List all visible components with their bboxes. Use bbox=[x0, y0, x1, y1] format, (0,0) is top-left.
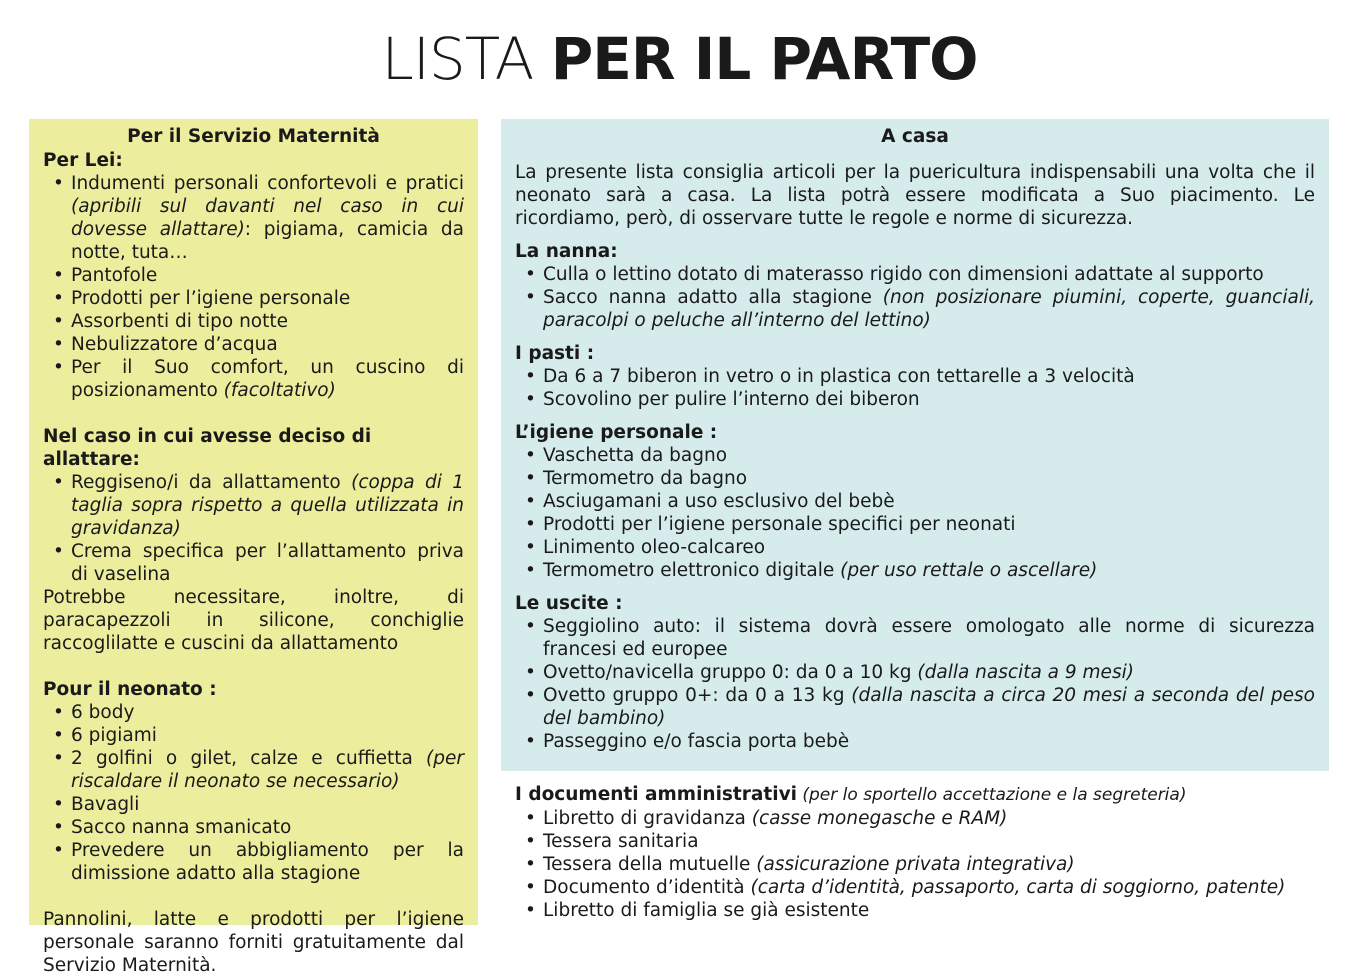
item-text: Bavagli bbox=[71, 794, 140, 815]
list-item bbox=[515, 853, 1315, 876]
list-item bbox=[515, 536, 1315, 559]
item-text: Sacco nanna smanicato bbox=[71, 817, 292, 838]
item-text: Pantofole bbox=[71, 265, 158, 286]
sleep-title: La nanna: bbox=[515, 241, 618, 262]
item-note: (carta d’identità, passaporto, carta di soggiorno, patente) bbox=[750, 877, 1286, 898]
item-text: Prodotti per l’igiene personale specifici per neonati bbox=[543, 514, 1016, 535]
item-text: Termometro elettronico digitale bbox=[543, 560, 841, 581]
list-item bbox=[43, 747, 464, 793]
list-item bbox=[43, 701, 464, 724]
item-text: 2 golfini o gilet, calze e cuffietta bbox=[71, 748, 427, 769]
maternity-heading: Per il Servizio Maternità bbox=[127, 126, 380, 147]
item-text: Indumenti personali confortevoli e pratici bbox=[71, 173, 464, 194]
list-item bbox=[43, 264, 464, 287]
breastfeeding-extra: Potrebbe necessitare, inoltre, di paracapezzoli in silicone, conchiglie raccoglilatte e cuscini da allattamento bbox=[43, 587, 464, 654]
item-text: Prevedere un abbigliamento per la dimissione adatto alla stagione bbox=[71, 840, 464, 884]
item-text: Ovetto/navicella gruppo 0: da 0 a 10 kg bbox=[543, 662, 918, 683]
item-text: Libretto di famiglia se già esistente bbox=[543, 900, 870, 921]
home-panel bbox=[501, 119, 1329, 771]
meals-title: I pasti : bbox=[515, 343, 595, 364]
item-note: (assicurazione privata integrativa) bbox=[756, 854, 1075, 875]
item-note: (coppa di 1 taglia sopra rispetto a quella utilizzata in gravidanza) bbox=[71, 472, 464, 539]
list-item bbox=[515, 807, 1315, 830]
list-item bbox=[43, 724, 464, 747]
list-item bbox=[43, 356, 464, 402]
list-item bbox=[515, 467, 1315, 490]
item-note: (apribili sul davanti nel caso in cui dovesse allattare) bbox=[71, 196, 464, 240]
list-item bbox=[43, 816, 464, 839]
list-item bbox=[515, 365, 1315, 388]
item-note: (non posizionare piumini, coperte, guanciali, paracolpi o peluche all’interno del lettino) bbox=[543, 287, 1315, 331]
item-text: Nebulizzatore d’acqua bbox=[71, 334, 278, 355]
list-item bbox=[515, 876, 1315, 899]
newborn-title: Pour il neonato : bbox=[43, 679, 217, 700]
item-text: Scovolino per pulire l’interno dei biberon bbox=[543, 389, 920, 410]
outings-title: Le uscite : bbox=[515, 593, 623, 614]
item-note: (casse monegasche e RAM) bbox=[751, 808, 1008, 829]
list-item bbox=[515, 684, 1315, 730]
outings-list bbox=[515, 615, 1315, 753]
item-text: Culla o lettino dotato di materasso rigido con dimensioni adattate al supporto bbox=[543, 264, 1264, 285]
hygiene-title: L’igiene personale : bbox=[515, 422, 718, 443]
item-text: Ovetto gruppo 0+: da 0 a 13 kg bbox=[543, 685, 852, 706]
sleep-list bbox=[515, 263, 1315, 332]
list-item bbox=[515, 444, 1315, 467]
item-text: Vaschetta da bagno bbox=[543, 445, 728, 466]
item-text: 6 pigiami bbox=[71, 725, 157, 746]
title-bold: PER IL PARTO bbox=[550, 25, 978, 93]
item-note: (dalla nascita a 9 mesi) bbox=[917, 662, 1134, 683]
list-item bbox=[515, 559, 1315, 582]
documents-title-text: I documenti amministrativi bbox=[515, 784, 797, 805]
list-item bbox=[515, 490, 1315, 513]
documents-section bbox=[501, 783, 1329, 928]
list-item bbox=[43, 333, 464, 356]
breastfeeding-title: Nel caso in cui avesse deciso di allattare: bbox=[43, 426, 372, 470]
item-text: Tessera sanitaria bbox=[543, 831, 699, 852]
item-text: Assorbenti di tipo notte bbox=[71, 311, 289, 332]
item-text: Prodotti per l’igiene personale bbox=[71, 288, 351, 309]
item-text: Seggiolino auto: il sistema dovrà essere omologato alle norme di sicurezza francesi ed europee bbox=[543, 616, 1315, 660]
breastfeeding-list bbox=[43, 471, 464, 586]
list-item bbox=[43, 310, 464, 333]
home-heading: A casa bbox=[881, 126, 949, 147]
list-item bbox=[43, 540, 464, 586]
item-note: (per uso rettale o ascellare) bbox=[840, 560, 1098, 581]
for-her-list bbox=[43, 172, 464, 402]
item-text: Passeggino e/o fascia porta bebè bbox=[543, 731, 850, 752]
item-text: Libretto di gravidanza bbox=[543, 808, 752, 829]
list-item bbox=[43, 172, 464, 264]
list-item bbox=[43, 839, 464, 885]
item-note: (dalla nascita a circa 20 mesi a seconda del peso del bambino) bbox=[543, 685, 1315, 729]
newborn-list bbox=[43, 701, 464, 885]
item-text: Termometro da bagno bbox=[543, 468, 748, 489]
meals-list bbox=[515, 365, 1315, 411]
item-text: Sacco nanna adatto alla stagione bbox=[543, 287, 883, 308]
list-item bbox=[515, 263, 1315, 286]
item-text: Per il Suo comfort, un cuscino di posizionamento bbox=[71, 357, 464, 401]
for-her-title: Per Lei: bbox=[43, 150, 123, 171]
item-text: Crema specifica per l’allattamento priva di vaselina bbox=[71, 541, 464, 585]
item-text: Documento d’identità bbox=[543, 877, 751, 898]
item-text: Linimento oleo-calcareo bbox=[543, 537, 766, 558]
item-text: Da 6 a 7 biberon in vetro o in plastica con tettarelle a 3 velocità bbox=[543, 366, 1135, 387]
list-item bbox=[43, 287, 464, 310]
item-text: Tessera della mutuelle bbox=[543, 854, 757, 875]
home-intro: La presente lista consiglia articoli per la puericultura indispensabili una volta che il neonato sarà a casa. La lista potrà essere modificata a Suo piacimento. Le ricordiamo, però, di osservare tutte le regole e norme di sicurezza. bbox=[515, 162, 1315, 229]
documents-list bbox=[515, 807, 1315, 922]
maternity-panel bbox=[29, 119, 478, 976]
item-note: (per riscaldare il neonato se necessario) bbox=[71, 748, 464, 792]
list-item bbox=[515, 388, 1315, 411]
list-item bbox=[43, 793, 464, 816]
item-text: 6 body bbox=[71, 702, 135, 723]
documents-title bbox=[515, 783, 1315, 807]
list-item bbox=[515, 661, 1315, 684]
hygiene-list bbox=[515, 444, 1315, 582]
title-light: LISTA bbox=[381, 25, 551, 93]
documents-subtitle: (per lo sportello accettazione e la segreteria) bbox=[796, 785, 1187, 805]
item-text: Reggiseno/i da allattamento bbox=[71, 472, 352, 493]
page-title bbox=[0, 26, 1359, 92]
item-text: : pigiama, camicia da notte, tuta… bbox=[71, 219, 464, 263]
list-item bbox=[515, 286, 1315, 332]
newborn-footer: Pannolini, latte e prodotti per l’igiene personale saranno forniti gratuitamente dal Servizio Maternità. bbox=[43, 909, 464, 976]
item-note: (facoltativo) bbox=[223, 380, 336, 401]
list-item bbox=[515, 830, 1315, 853]
list-item bbox=[515, 615, 1315, 661]
item-text: Asciugamani a uso esclusivo del bebè bbox=[543, 491, 895, 512]
list-item bbox=[515, 899, 1315, 922]
list-item bbox=[515, 513, 1315, 536]
list-item bbox=[43, 471, 464, 540]
list-item bbox=[515, 730, 1315, 753]
